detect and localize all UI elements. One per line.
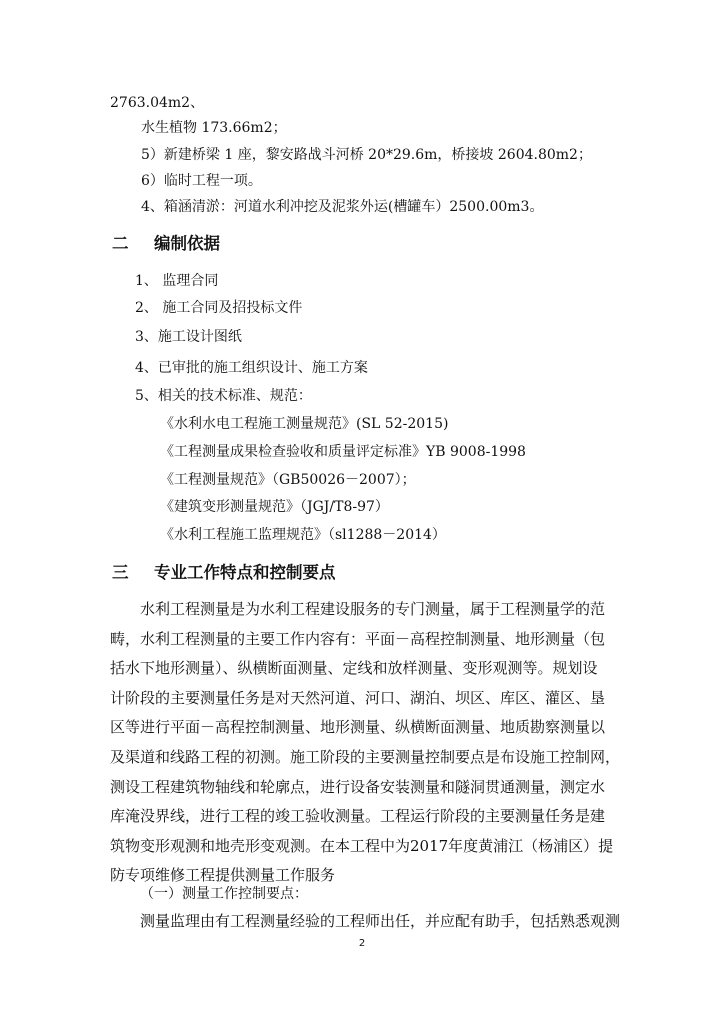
paragraph-line: 括水下地形测量）、纵横断面测量、定线和放样测量、变形观测等。规划设 <box>110 659 598 678</box>
basis-item: 2、 施工合同及招投标文件 <box>135 300 303 316</box>
paragraph-line: 测设工程建筑物轴线和轮廓点，进行设备安装测量和隧洞贯通测量，测定水 <box>110 777 606 796</box>
basis-item: 1、 监理合同 <box>135 273 219 289</box>
standard-item: 《水利工程施工监理规范》（sl1288－2014） <box>160 527 446 543</box>
standard-item: 《建筑变形测量规范》（JGJ/T8-97） <box>160 499 389 515</box>
basis-item: 5、相关的技术标准、规范： <box>135 388 312 404</box>
paragraph-line: 区等进行平面－高程控制测量、地形测量、纵横断面测量、地质勘察测量以 <box>110 718 606 737</box>
section-number: 二 <box>112 234 129 253</box>
section-title: 编制依据 <box>154 234 220 253</box>
section3-paragraph <box>110 595 621 891</box>
scope-line: 4、箱涵清淤：河道水利冲挖及泥浆外运(槽罐车）2500.00m3。 <box>141 199 544 215</box>
paragraph-line: 防专项维修工程提供测量工作服务 <box>110 866 336 885</box>
paragraph-line: 筑物变形观测和地壳形变观测。在本工程中为2017年度黄浦江（杨浦区）提 <box>110 836 614 855</box>
scope-line: 水生植物 173.66m2； <box>141 120 287 136</box>
basis-item: 3、施工设计图纸 <box>135 329 242 345</box>
paragraph-line: 计阶段的主要测量任务是对天然河道、河口、湖泊、坝区、库区、灌区、垦 <box>110 688 606 707</box>
paragraph-line: 及渠道和线路工程的初测。施工阶段的主要测量控制要点是布设施工控制网， <box>110 747 621 766</box>
section-heading-features <box>112 562 336 584</box>
section-heading-basis <box>112 233 220 255</box>
standard-item: 《工程测量成果检查验收和质量评定标准》YB 9008-1998 <box>160 444 526 460</box>
paragraph-line: 水利工程测量是为水利工程建设服务的专门测量，属于工程测量学的范 <box>110 600 606 618</box>
scope-line: 2763.04m2、 <box>110 95 205 111</box>
section-number: 三 <box>112 563 129 582</box>
page-number: 2 <box>358 938 366 949</box>
paragraph-line: 库淹没界线，进行工程的竣工验收测量。工程运行阶段的主要测量任务是建 <box>110 807 606 826</box>
basis-item: 4、已审批的施工组织设计、施工方案 <box>135 360 368 376</box>
subheading: （一）测量工作控制要点： <box>140 886 308 902</box>
standard-item: 《水利水电工程施工测量规范》(SL 52-2015) <box>160 416 449 432</box>
standard-item: 《工程测量规范》（GB50026－2007）； <box>160 472 416 488</box>
scope-line: 5）新建桥梁 1 座，黎安路战斗河桥 20*29.6m，桥接坡 2604.80m2； <box>141 147 592 163</box>
section-title: 专业工作特点和控制要点 <box>154 563 336 582</box>
paragraph-line: 畴，水利工程测量的主要工作内容有：平面－高程控制测量、地形测量（包 <box>110 629 606 648</box>
scope-line: 6）临时工程一项。 <box>141 173 262 189</box>
paragraph-line: 测量监理由有工程测量经验的工程师出任，并应配有助手，包括熟悉观测 <box>140 912 621 930</box>
